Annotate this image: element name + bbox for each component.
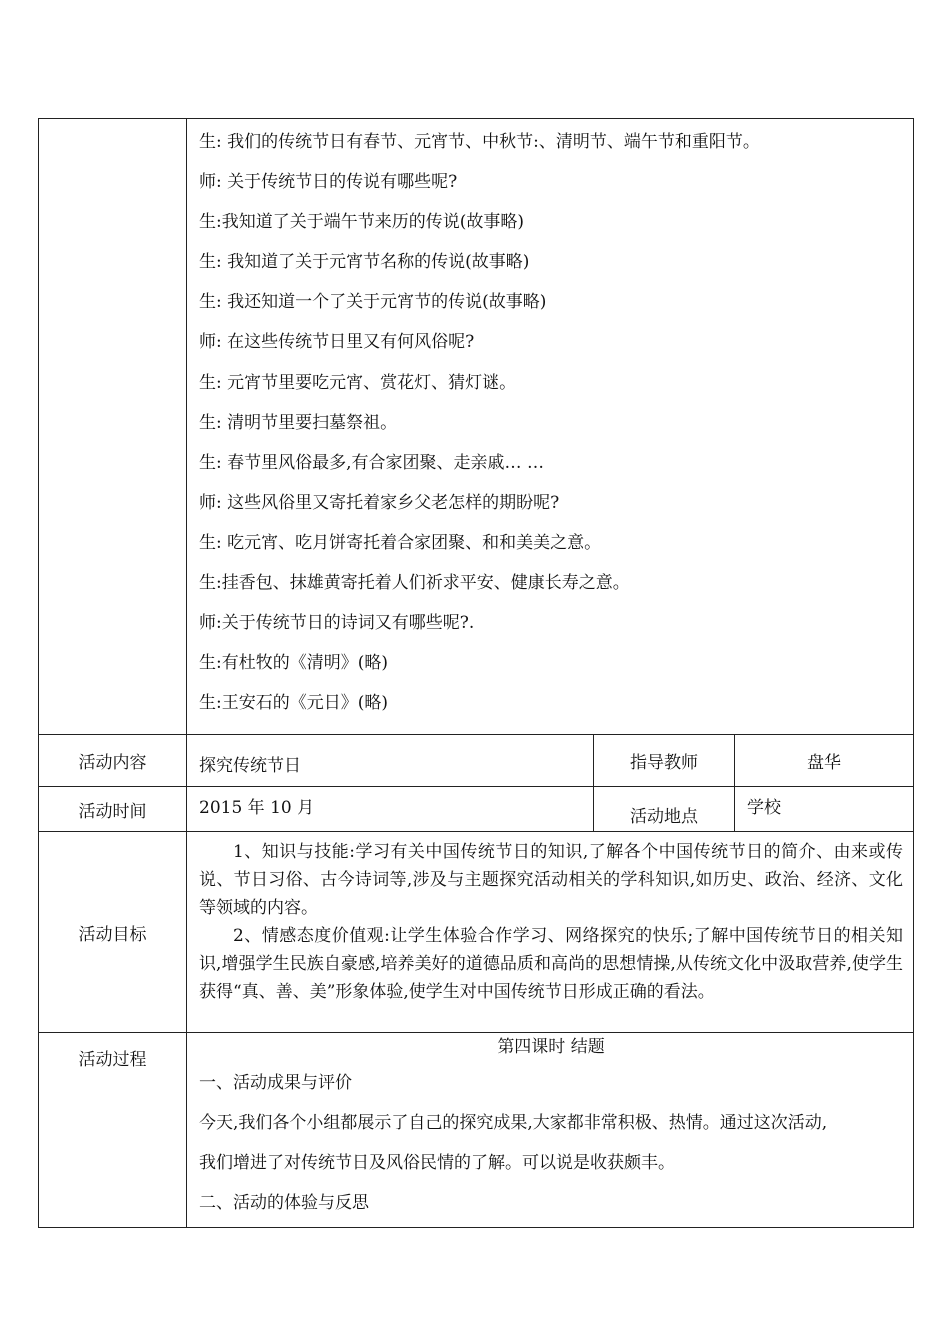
process-label: 活动过程 bbox=[39, 1033, 187, 1228]
goal-row bbox=[39, 832, 914, 1033]
dialogue-line: 生:我知道了关于端午节来历的传说(故事略) bbox=[199, 212, 524, 233]
dialogue-line: 生:有杜牧的《清明》(略) bbox=[199, 653, 388, 674]
dialogue-line: 生: 我们的传统节日有春节、元宵节、中秋节:、清明节、端午节和重阳节。 bbox=[199, 132, 760, 152]
goal-label: 活动目标 bbox=[39, 832, 187, 1033]
dialogue-row bbox=[39, 119, 914, 735]
teacher-label: 指导教师 bbox=[594, 735, 735, 787]
dialogue-line: 师:关于传统节日的诗词又有哪些呢?. bbox=[199, 613, 475, 634]
dialogue-cell bbox=[187, 119, 914, 735]
place-label: 活动地点 bbox=[594, 787, 735, 832]
content-label: 活动内容 bbox=[39, 735, 187, 787]
dialogue-line: 生: 我还知道一个了关于元宵节的传说(故事略) bbox=[199, 292, 547, 313]
dialogue-line: 师: 在这些传统节日里又有何风俗呢? bbox=[199, 332, 475, 353]
dialogue-line: 生:王安石的《元日》(略) bbox=[199, 693, 388, 714]
process-line: 二、活动的体验与反思 bbox=[199, 1193, 369, 1214]
process-title: 第四课时 结题 bbox=[497, 1037, 605, 1058]
goal-paragraph: 1、知识与技能:学习有关中国传统节日的知识,了解各个中国传统节日的简介、由来或传说、节日习俗、古今诗词等,涉及与主题探究活动相关的学科知识,如历史、政治、经济、文化等领域的内容。 bbox=[199, 842, 904, 919]
process-row bbox=[39, 1033, 914, 1228]
dialogue-line: 师: 这些风俗里又寄托着家乡父老怎样的期盼呢? bbox=[199, 492, 560, 513]
content-row bbox=[39, 735, 914, 787]
dialogue-line: 生: 吃元宵、吃月饼寄托着合家团聚、和和美美之意。 bbox=[199, 532, 602, 553]
dialogue-line: 生: 我知道了关于元宵节名称的传说(故事略) bbox=[199, 252, 530, 273]
dialogue-line: 生:挂香包、抹雄黄寄托着人们祈求平安、健康长寿之意。 bbox=[199, 573, 630, 594]
time-row bbox=[39, 787, 914, 832]
content-value: 探究传统节日 bbox=[187, 735, 594, 787]
goal-paragraph: 2、情感态度价值观:让学生体验合作学习、网络探究的快乐;了解中国传统节日的相关知识,增强学生民族自豪感,培养美好的道德品质和高尚的思想情操,从传统文化中汲取营养,使学生获得“真、善、美”形象体验,使学生对中国传统节日形成正确的看法。 bbox=[199, 926, 904, 1003]
time-label: 活动时间 bbox=[39, 787, 187, 832]
process-line: 今天,我们各个小组都展示了自己的探究成果,大家都非常积极、热情。通过这次活动, bbox=[199, 1113, 828, 1134]
teacher-value: 盘华 bbox=[735, 735, 914, 787]
dialogue-line: 生: 清明节里要扫墓祭祖。 bbox=[199, 412, 398, 433]
goal-cell bbox=[187, 832, 914, 1033]
dialogue-line: 生: 春节里风俗最多,有合家团聚、走亲戚… … bbox=[199, 452, 544, 473]
process-line: 一、活动成果与评价 bbox=[199, 1073, 352, 1094]
dialogue-line: 生: 元宵节里要吃元宵、赏花灯、猜灯谜。 bbox=[199, 372, 517, 393]
process-line: 我们增进了对传统节日及风俗民情的了解。可以说是收获颇丰。 bbox=[199, 1153, 675, 1174]
process-cell bbox=[187, 1033, 914, 1228]
dialogue-label-cell bbox=[39, 119, 187, 735]
time-value: 2015 年 10 月 bbox=[187, 787, 594, 832]
dialogue-line: 师: 关于传统节日的传说有哪些呢? bbox=[199, 172, 458, 193]
activity-plan-table bbox=[38, 118, 914, 1228]
place-value: 学校 bbox=[735, 787, 914, 832]
